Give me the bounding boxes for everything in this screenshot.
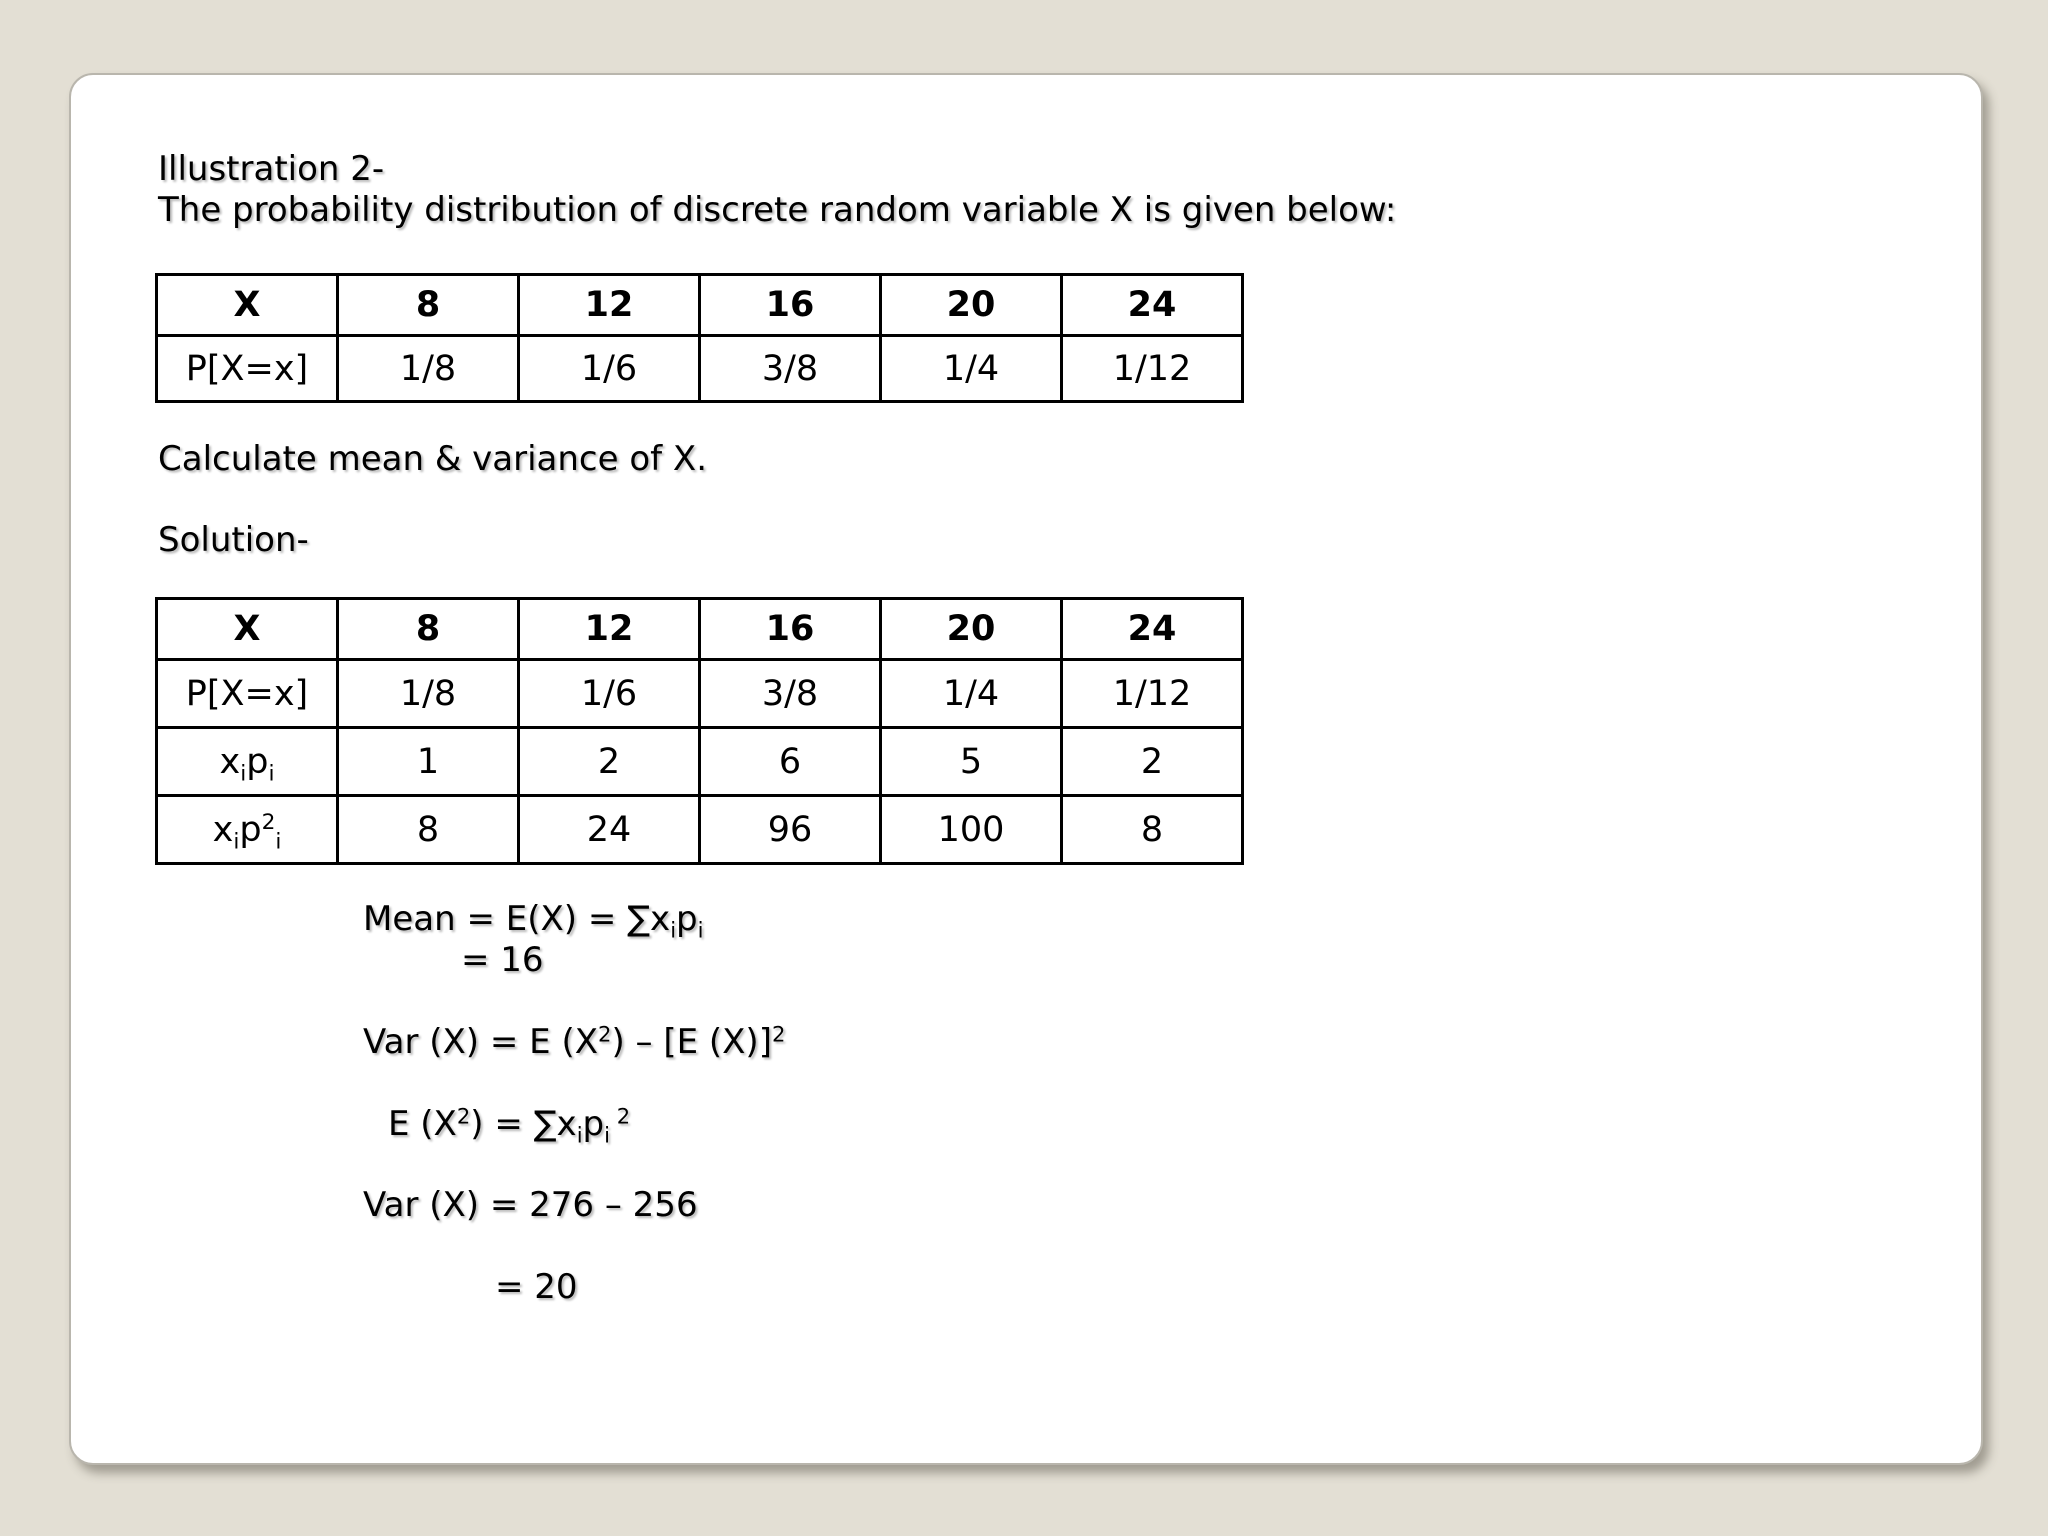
table-cell: 3/8 xyxy=(700,336,881,402)
table-cell: 96 xyxy=(700,796,881,864)
table-cell: 16 xyxy=(700,599,881,660)
table-cell: 6 xyxy=(700,728,881,796)
table-cell: 24 xyxy=(519,796,700,864)
table-cell: 16 xyxy=(700,275,881,336)
solution-table xyxy=(155,597,1244,865)
table-cell: 1/6 xyxy=(519,336,700,402)
table-cell: 1/8 xyxy=(338,660,519,728)
table-row xyxy=(157,660,1243,728)
variance-calculation: Var (X) = 276 – 256 xyxy=(363,1185,698,1225)
variance-result: = 20 xyxy=(495,1267,578,1307)
table-cell: 8 xyxy=(338,599,519,660)
table-header-row xyxy=(157,275,1243,336)
table-cell: 8 xyxy=(338,275,519,336)
table-cell: 5 xyxy=(881,728,1062,796)
table-cell: 8 xyxy=(1062,796,1243,864)
ex2-formula: E $(X^2) = \sum x_ip_i$ $^2$ xyxy=(388,1103,631,1148)
table-cell: 1/12 xyxy=(1062,660,1243,728)
table-cell: 1/6 xyxy=(519,660,700,728)
table-cell: 20 xyxy=(881,275,1062,336)
table-header-row xyxy=(157,599,1243,660)
variance-formula: Var (X) = E $(X^2) - [E$ (X)]$^2$ xyxy=(363,1021,786,1062)
table-cell: 12 xyxy=(519,599,700,660)
table-cell: 1/4 xyxy=(881,336,1062,402)
table-cell: 3/8 xyxy=(700,660,881,728)
table-cell: 1 xyxy=(338,728,519,796)
table-cell: 100 xyxy=(881,796,1062,864)
table-cell: 1/8 xyxy=(338,336,519,402)
table-cell: 24 xyxy=(1062,599,1243,660)
table-cell: 20 xyxy=(881,599,1062,660)
problem-statement: The probability distribution of discrete random variable X is given below: xyxy=(158,190,1397,230)
distribution-table xyxy=(155,273,1244,403)
illustration-title: Illustration 2- xyxy=(158,149,385,189)
table-cell: P[X=x] xyxy=(157,660,338,728)
table-cell: 2 xyxy=(1062,728,1243,796)
question-text: Calculate mean & variance of X. xyxy=(158,439,708,479)
row-label-xipi: $x_ip_i$ xyxy=(157,728,338,796)
table-cell: 1/4 xyxy=(881,660,1062,728)
table-cell: P[X=x] xyxy=(157,336,338,402)
slide-card xyxy=(69,73,1983,1465)
table-cell: 24 xyxy=(1062,275,1243,336)
solution-label: Solution- xyxy=(158,520,309,560)
mean-result: = 16 xyxy=(461,940,544,980)
row-label-xipi2: $x_ip^2_i$ xyxy=(157,796,338,864)
table-cell: 2 xyxy=(519,728,700,796)
table-cell: 12 xyxy=(519,275,700,336)
table-cell: 1/12 xyxy=(1062,336,1243,402)
table-row xyxy=(157,796,1243,864)
table-cell: 8 xyxy=(338,796,519,864)
mean-formula: Mean = $E(X) = \sum x_ip_i$ xyxy=(363,899,704,943)
table-row xyxy=(157,336,1243,402)
table-cell: X xyxy=(157,275,338,336)
table-row xyxy=(157,728,1243,796)
table-cell: X xyxy=(157,599,338,660)
